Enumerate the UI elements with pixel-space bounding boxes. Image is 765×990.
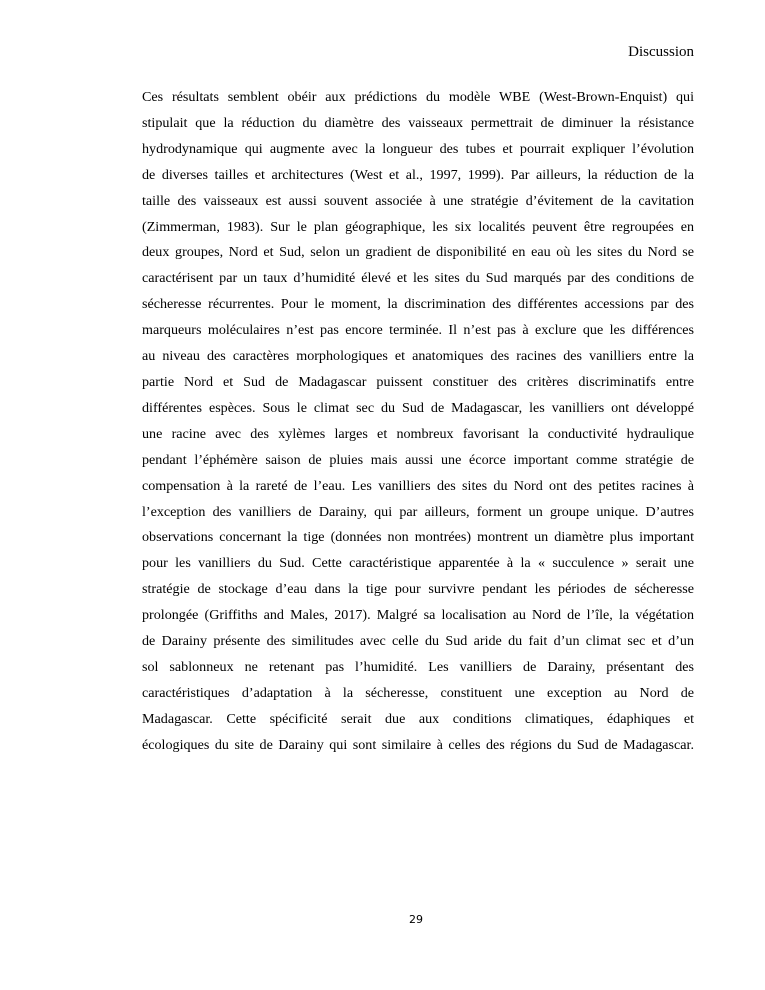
paragraph-line: Madagascar. Cette spécificité serait due aux conditions climatiques, édaphiques et [142, 710, 694, 727]
paragraph-line: observations concernant la tige (données non montrées) montrent un diamètre plus important [142, 529, 694, 546]
paragraph-line: de Darainy présente des similitudes avec celle du Sud aride du fait d’un climat sec et d’un [142, 633, 694, 650]
paragraph-line: hydrodynamique qui augmente avec la longueur des tubes et pourrait expliquer l’évolution [142, 140, 694, 157]
paragraph-line: taille des vaisseaux est aussi souvent associée à une stratégie d’évitement de la cavitation [142, 192, 694, 209]
paragraph-line: (Zimmerman, 1983). Sur le plan géographique, les six localités peuvent être regroupées en [142, 218, 694, 235]
paragraph-line: prolongée (Griffiths and Males, 2017). Malgré sa localisation au Nord de l’île, la végétation [142, 607, 694, 624]
paragraph-line: stipulait que la réduction du diamètre des vaisseaux permettrait de diminuer la résistance [142, 114, 694, 131]
paragraph-line: deux groupes, Nord et Sud, selon un gradient de disponibilité en eau où les sites du Nord se [142, 244, 694, 261]
paragraph-line: caractéristiques d’adaptation à la sécheresse, constituent une exception au Nord de [142, 684, 694, 701]
paragraph-line: de diverses tailles et architectures (West et al., 1997, 1999). Par ailleurs, la réduction de la [142, 166, 694, 183]
paragraph-line: une racine avec des xylèmes larges et nombreux favorisant la conductivité hydraulique [142, 425, 694, 442]
paragraph-line: pour les vanilliers du Sud. Cette caractéristique apparentée à la « succulence » serait une [142, 555, 694, 572]
paragraph-line: stratégie de stockage d’eau dans la tige pour survivre pendant les périodes de sécheresse [142, 581, 694, 598]
paragraph-line: Ces résultats semblent obéir aux prédictions du modèle WBE (West-Brown-Enquist) qui [142, 89, 694, 105]
paragraph-line: l’exception des vanilliers de Darainy, qui par ailleurs, forment un groupe unique. D’autres [142, 503, 694, 520]
paragraph-line: sol sablonneux ne retenant pas l’humidité. Les vanilliers de Darainy, présentant des [142, 658, 694, 675]
paragraph-line: sécheresse récurrentes. Pour le moment, la discrimination des différentes accessions par des [142, 296, 694, 313]
paragraph-line: marqueurs moléculaires n’est pas encore terminée. Il n’est pas à exclure que les différences [142, 322, 694, 339]
page-number: 29 [409, 913, 423, 926]
paragraph-line: compensation à la rareté de l’eau. Les vanilliers des sites du Nord ont des petites racines à [142, 477, 694, 494]
paragraph-line: partie Nord et Sud de Madagascar puissent constituer des critères discriminatifs entre [142, 373, 694, 390]
paragraph-line: pendant l’éphémère saison de pluies mais aussi une écorce important comme stratégie de [142, 451, 694, 468]
paragraph-line: au niveau des caractères morphologiques et anatomiques des racines des vanilliers entre la [142, 348, 694, 365]
paragraph-line-last: écologiques du site de Darainy qui sont similaire à celles des régions du Sud de Madagascar. [142, 736, 694, 753]
paragraph-line: caractérisent par un taux d’humidité élevé et les sites du Sud marqués par des conditions de [142, 270, 694, 287]
running-header-section-title: Discussion [628, 44, 694, 60]
discussion-paragraph [142, 85, 694, 759]
paragraph-line: différentes espèces. Sous le climat sec du Sud de Madagascar, les vanilliers ont développé [142, 399, 694, 416]
